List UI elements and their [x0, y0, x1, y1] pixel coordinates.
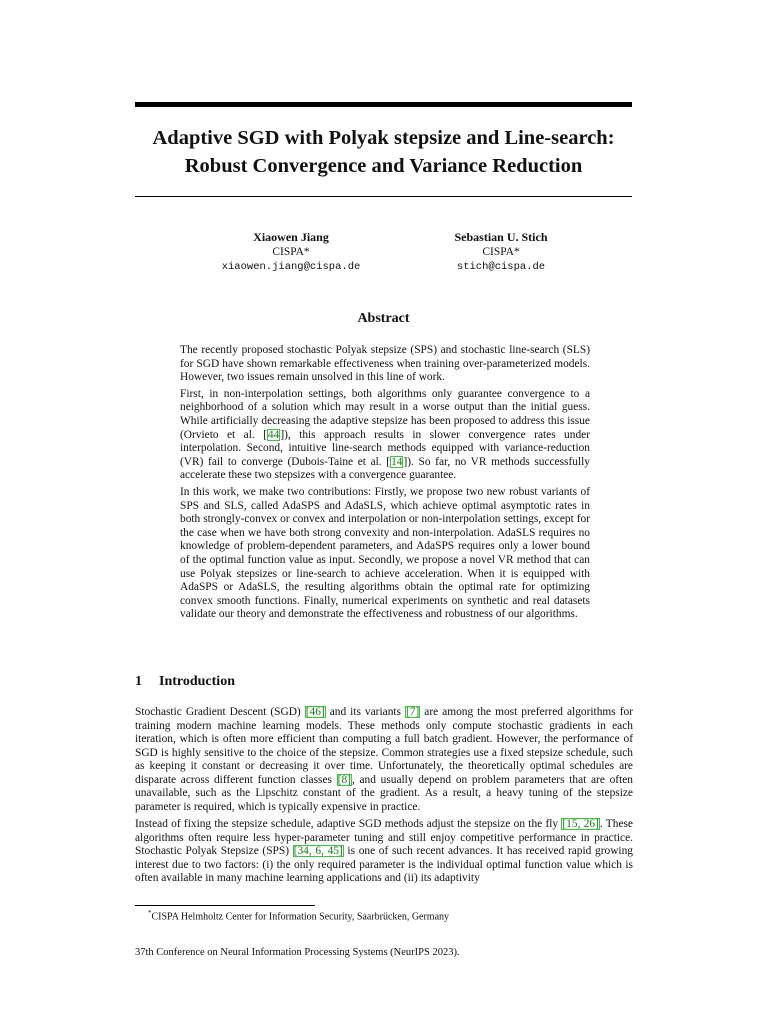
citation-link[interactable]: 14	[391, 455, 403, 468]
author-name: Sebastian U. Stich	[454, 230, 548, 244]
introduction-body	[135, 706, 633, 890]
citation-link[interactable]: [15, 26]	[562, 818, 599, 830]
author-affiliation: CISPA*	[272, 246, 310, 258]
citation-link[interactable]: 44	[267, 428, 280, 441]
abstract-body	[180, 344, 590, 625]
title-bottom-rule	[135, 196, 632, 197]
abstract-heading: Abstract	[357, 311, 410, 326]
section-heading	[135, 674, 235, 690]
section-title: Introduction	[159, 674, 235, 689]
title-line-2: Robust Convergence and Variance Reduction	[184, 155, 583, 177]
footnote	[148, 909, 449, 922]
author-block-1	[210, 230, 372, 275]
abstract-paragraph-1: The recently proposed stochastic Polyak stepsize (SPS) and stochastic line-search (SLS) for SGD have shown remarkable effectiveness when training over-parameterized models. However, two issues remain unsolved in this line of work.	[180, 344, 590, 384]
conference-note: 37th Conference on Neural Information Processing Systems (NeurIPS 2023).	[135, 947, 460, 958]
section-number: 1	[135, 674, 142, 689]
citation-link[interactable]: [46]	[305, 706, 325, 718]
citation-link[interactable]: [7]	[405, 706, 420, 718]
paper-title	[135, 124, 632, 180]
author-name: Xiaowen Jiang	[253, 230, 329, 244]
author-email[interactable]: xiaowen.jiang@cispa.de	[221, 261, 361, 273]
author-email[interactable]: stich@cispa.de	[456, 261, 546, 273]
abstract-paragraph-3: In this work, we make two contributions: Firstly, we propose two new robust variants of SPS and SLS, called AdaSPS and AdaSLS, which achieve optimal asymptotic rates in both strongly-convex or convex and interpolation or non-interpolation settings, except for the case when we have both strong convexity and non-interpolation. AdaSLS requires no knowledge of problem-dependent parameters, and AdaSPS requires only a lower bound of the optimal function value as input. Secondly, we propose a novel VR method that can use Polyak stepsizes or line-search to achieve acceleration. When it is equipped with AdaSPS or AdaSLS, the resulting algorithms obtain the optimal rate for optimizing convex smooth functions. Finally, numerical experiments on synthetic and real datasets validate our theory and demonstrate the effectiveness and robustness of our algorithms.	[180, 485, 590, 621]
footnote-rule	[135, 905, 315, 906]
footnote-mark: *	[148, 909, 152, 917]
intro-paragraph-2: Instead of fixing the stepsize schedule, adaptive SGD methods adjust the stepsize on the fly [15, 26]. These algorithms often require less hyper-parameter tuning and still enjoy competitive performance in practice. Stochastic Polyak Stepsize (SPS) [34, 6, 45] is one of such recent advances. It has received rapid growing interest due to two factors: (i) the only required parameter is the individual optimal function value which is often available in many machine learning applications and (ii) its adaptivity	[135, 818, 633, 884]
author-block-2	[420, 230, 582, 275]
footnote-text: CISPA Helmholtz Center for Information Security, Saarbrücken, Germany	[151, 911, 450, 923]
abstract-paragraph-2: First, in non-interpolation settings, both algorithms only guarantee convergence to a neighborhood of a solution which may result in a worse output than the initial guess. While artificially decreasing the adaptive stepsize has been proposed to address this issue (Orvieto et al. [44]), this approach results in slower convergence rates under interpolation. Second, intuitive line-search methods equipped with variance-reduction (VR) fail to converge (Dubois-Taine et al. [14]). So far, no VR methods successfully accelerate these two stepsizes with a convergence guarantee.	[180, 387, 590, 482]
title-line-1: Adaptive SGD with Polyak stepsize and Line-search:	[152, 127, 615, 149]
title-top-rule	[135, 102, 632, 107]
citation-link[interactable]: [34, 6, 45]	[293, 845, 343, 857]
author-affiliation: CISPA*	[482, 246, 520, 258]
citation-link[interactable]: [8]	[337, 773, 351, 786]
intro-paragraph-1: Stochastic Gradient Descent (SGD) [46] and its variants [7] are among the most preferred algorithms for training modern machine learning models. These methods only compute stochastic gradients in each iteration, which is often more efficient than computing a full batch gradient. However, the performance of SGD is highly sensitive to the choice of the stepsize. Common strategies use a fixed stepsize schedule, such as keeping it constant or decreasing it over time. Unfortunately, the theoretically optimal schedules are disparate across different function classes [8], and usually depend on problem parameters that are often unavailable, such as the Lipschitz constant of the gradient. As a result, a heavy tuning of the stepsize parameter is required, which is typically expensive in practice.	[135, 706, 633, 813]
